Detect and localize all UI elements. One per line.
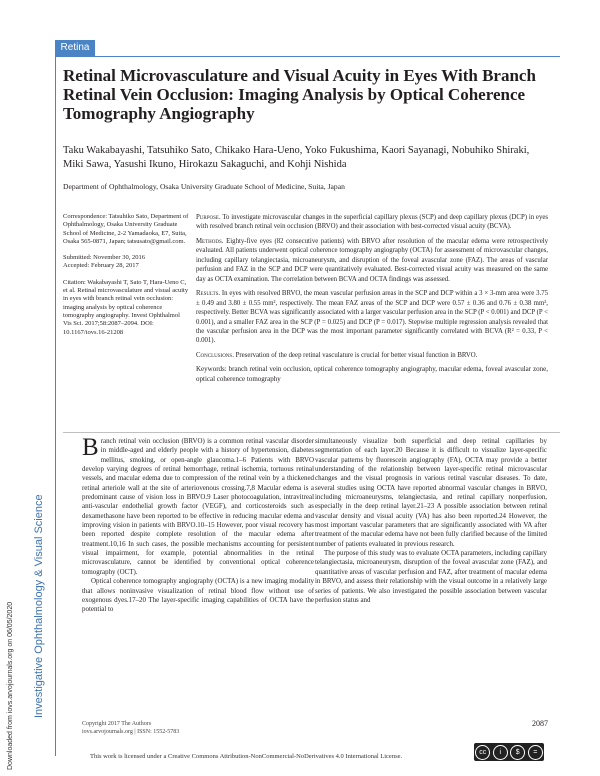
journal-name-vertical: Investigative Ophthalmology & Visual Science [33, 494, 45, 718]
sidebar-info [63, 213, 189, 345]
citation: Citation: Wakabayashi T, Sato T, Hara-Ueno C, et al. Retinal microvasculature and visual acuity in eyes with branch retinal vein occlusion: imaging analysis by optical coherence tomography angiography. Invest Ophthalmol Vis Sci. 2017;58:2087–2094. DOI: 10.1167/iovs.16-21208 [63, 278, 189, 336]
copyright-line: Copyright 2017 The Authors [82, 721, 152, 727]
section-divider [63, 432, 560, 433]
methods-label: Methods. [196, 237, 224, 245]
license-text: This work is licensed under a Creative Commons Attribution-NonCommercial-NoDerivatives 4.0 International License. [90, 753, 403, 760]
purpose-label: Purpose. [196, 214, 221, 221]
issn-line: iovs.arvojournals.org | ISSN: 1552-5783 [82, 729, 180, 735]
section-label: Retina [55, 40, 95, 56]
header-rule [55, 56, 560, 57]
noncommercial-icon: $ [510, 745, 525, 760]
footer-copyright [82, 720, 179, 736]
conclusions-label: Conclusions. [196, 351, 234, 359]
article-title: Retinal Microvasculature and Visual Acuity in Eyes With Branch Retinal Vein Occlusion: Imaging Analysis by Optical Coherence Tomography Angiography [63, 66, 536, 123]
author-list: Taku Wakabayashi, Tatsuhiko Sato, Chikako Hara-Ueno, Yoko Fukushima, Kaori Sayanagi, Nobuhiko Shiraki, Miki Sawa, Yasushi Ikuno, Hirokazu Sakaguchi, and Kohji Nishida [63, 145, 530, 170]
keywords: Keywords: branch retinal vein occlusion, optical coherence tomography angiography, macular edema, foveal avascular zone, optical coherence tomography [196, 365, 548, 383]
drop-cap: B [82, 434, 99, 461]
margin-rule [55, 56, 56, 756]
submitted-date: Submitted: November 30, 2016 [63, 254, 145, 262]
abstract-conclusions [196, 351, 548, 360]
purpose-text: To investigate microvascular changes in the superficial capillary plexus (SCP) and deep capillary plexus (DCP) in eyes with resolved branch retinal vein occlusion (BRVO) and their association with best-corrected visual acuity (BCVA). [196, 214, 549, 231]
correspondence: Correspondence: Tatsuhiko Sato, Department of Ophthalmology, Osaka University Graduate School of Medicine, 2-2 Yamadaoka, E7, Suita, Osaka 565-0871, Japan; tatsusato@gmail.com. [63, 213, 189, 245]
page-number: 2087 [532, 719, 548, 728]
intro-paragraph-3: simultaneously visualize both superficial and deep retinal capillaries by segmentation of each layer.20 Because it is difficult to visualize layer-specific vascular patterns by fluorescein angiography (FA), OCTA may provide a better understanding of the relationship between layer-specific retinal microvascular changes and the visual prognosis in various retinal vascular diseases. To date, several studies using OCTA have reported abnormal vascular changes in BRVO, including microaneurysms, telangiectasia, and retinal capillary nonperfusion, especially in the deep retinal layer.21–23 A possible association between retinal vascular density and visual acuity (VA) has also been reported.24 However, the most important vascular parameters that are significantly associated with VA after treatment of the macular edema have not been fully clarified because of the limited number of patients evaluated in previous research. [315, 437, 547, 548]
intro-paragraph-2: Optical coherence tomography angiography (OCTA) is a new imaging modality that allows noninvasive visualization of retinal blood flow without use of exogenous dyes.17–20 The layer-specific imaging capabilities of OCTA have the potential to [82, 577, 314, 614]
cc-license-icon[interactable] [474, 743, 544, 761]
attribution-icon: i [493, 745, 508, 760]
affiliation: Department of Ophthalmology, Osaka University Graduate School of Medicine, Suita, Japan [63, 182, 345, 191]
results-label: Results. [196, 290, 221, 298]
intro-paragraph-4: The purpose of this study was to evaluate OCTA parameters, including capillary telangiectasia, microaneurysm, disruption of the foveal avascular zone (FAZ), and quantitative areas of vascular perfusion and FAZ, after treatment of macular edema in BRVO, and assess their relationship with the visual outcome in a relatively large series of patients. We also investigated the possible association between vascular perfusion status and [315, 549, 547, 604]
methods-text: Eighty-five eyes (82 consecutive patients) with BRVO after resolution of the macular edema were retrospectively evaluated. All patients underwent optical coherence tomography angiography (OCTA) for assessment of microvascular changes, including capillary telangiectasia, microaneurysm, and disruption of the foveal avascular zone (FAZ). The areas of vascular perfusion and FAZ in the SCP and DCP were quantitatively evaluated. Best-corrected visual acuity was measured on the same day as OCTA examination. The correlation between BCVA and OCTA findings was assessed. [196, 237, 549, 283]
intro-paragraph-1 [82, 434, 314, 577]
abstract-purpose [196, 213, 548, 232]
noderivatives-icon: = [528, 745, 543, 760]
results-text: In eyes with resolved BRVO, the mean vascular perfusion areas in the SCP and DCP within a 3 × 3-mm area were 3.75 ± 0.49 and 3.80 ± 0.55 mm², respectively. The mean FAZ areas of the SCP and DCP were 0.57 ± 0.36 and 0.76 ± 0.38 mm², respectively. Better BCVA was significantly associated with a larger vascular perfusion area in the SCP (P < 0.001) and DCP (P < 0.001), and a smaller FAZ area in the SCP (P = 0.025) and DCP (P = 0.017). Stepwise multiple regression analysis revealed that the vascular perfusion area in the DCP was the most important parameter significantly correlated with BCVA (R² = 0.33, P < 0.001). [196, 290, 548, 345]
abstract [196, 213, 548, 384]
body-column-right [315, 437, 547, 605]
body-column-left [82, 434, 314, 615]
abstract-results [196, 289, 548, 346]
abstract-methods [196, 237, 548, 284]
download-note: Downloaded from iovs.arvojournals.org on 06/05/2020 [7, 601, 14, 770]
cc-icon: cc [475, 745, 490, 760]
conclusions-text: Preservation of the deep retinal vasculature is crucial for better visual function in BRVO. [235, 351, 478, 359]
intro-text-1: ranch retinal vein occlusion (BRVO) is a common retinal vascular disorder in middle-aged and elderly people with a history of hypertension, diabetes mellitus, smoking, or open-angle glaucoma.1–6 Patients with BRVO develop varying degrees of retinal hemorrhage, retinal ischemia, tortuous retinal vessels, and macular edema due to compression of the retinal vein by a thickened retinal arteriole wall at the site of arteriovenous crossing.7,8 Macular edema is a predominant cause of vision loss in BRVO.9 Laser photocoagulation, intravitreal anti-vascular endothelial growth factor (VEGF), and corticosteroids such as dexamethasone have been reported to be effective in reducing macular edema and improving vision in patients with BRVO.10–15 However, poor visual recovery has been reported despite complete resolution of the macular edema after treatment.10,16 In such cases, the possible mechanisms accounting for persistent visual impairment, for example, potential abnormalities in the retinal microvasculature, cannot be identified by conventional optical coherence tomography (OCT). [82, 437, 314, 576]
accepted-date: Accepted: February 28, 2017 [63, 262, 139, 270]
